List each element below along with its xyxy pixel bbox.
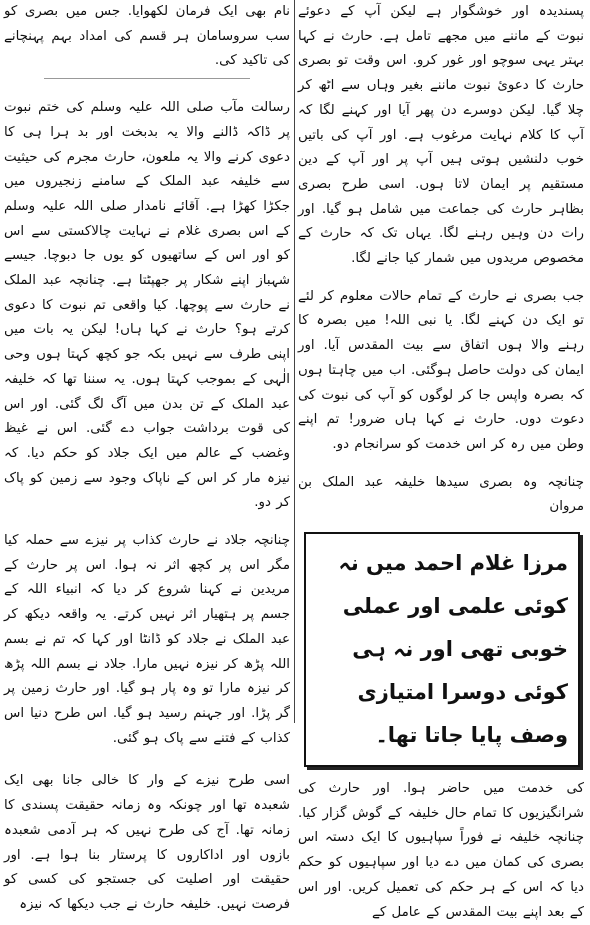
left-column	[4, 0, 290, 912]
section-rule	[44, 78, 250, 79]
highlight-quote-box	[304, 532, 580, 767]
paragraph: چنانچہ جلاد نے حارث کذاب پر نیزے سے حملہ کیا مگر اس پر کچھ اثر نہ ہوا. اس پر حارث کے مریدین نے کہنا شروع کر دیا کہ انبیاء اللہ کے جسم پر ہتھیار اثر نہیں کرتے. یہ واقعہ دیکھ کر عبد الملک نے جلاد کو ڈانٹا اور کہا کہ تم نے بسم اللہ پڑھ کر نیزہ نہیں مارا. جلاد نے بسم اللہ پڑھ کر نیزہ مارا تو وہ پار ہو گیا. اور حارث زمین پر گر پڑا. اور جہنم رسید ہو گیا. اس طرح دنیا اس کذاب کے فتنے سے پاک ہو گئی.	[4, 533, 290, 746]
paragraph: رسالت مآب صلی اللہ علیہ وسلم کی ختم نبوت پر ڈاکہ ڈالنے والا یہ بدبخت اور بد ہرا ہی کا دعوی کرنے والا یہ ملعون، حارث مجرم کی حیثیت سے خلیفہ عبد الملک کے سامنے زنجیروں میں جکڑا کھڑا ہے. آقائے نامدار صلی اللہ علیہ وسلم کے اس بصری غلام نے نہایت چالاکستی سے اس کو اور اس کے ساتھیوں کو یوں جا دبوچا. جیسے شہباز اپنے شکار پر جھپٹتا ہے. چنانچہ عبد الملک نے حارث سے پوچھا. کیا واقعی تم نبوت کا دعوی کرتے ہو؟ حارث نے کہا ہاں! لیکن یہ بات میں اپنی طرف سے نہیں بکہ جو کچھ کہتا ہوں وحی الٰہی کے بموجب کہتا ہوں. یہ سننا تھا کہ خلیفہ عبد الملک کے تن بدن میں آگ لگ گئی. اور اس کی قوت برداشت جواب دے گئی. اس نے غیظ وغضب کے عالم میں ایک جلاد کو حکم دیا. کہ نیزہ مار کر اس کے ناپاک وجود سے زمین کو پاک کر دو.	[4, 100, 290, 511]
column-divider	[294, 0, 295, 723]
paragraph: اسی طرح نیزے کے وار کا خالی جانا بھی ایک شعبدہ تھا اور چونکہ وہ زمانہ حقیقت پسندی کا زمانہ تھا. آج کی طرح نہیں کہ ہر آدمی شعبدہ بازوں اور اداکاروں کا پرستار بنا ہوا ہے. اور حقیقت اور اصلیت کی جستجو کی کسی کو فرصت نہیں. خلیفہ حارث نے جب دیکھا کہ نیزہ	[4, 773, 290, 912]
quote-line: مرزا غلام احمد میں نہ کوئی علمی اور عملی	[338, 551, 568, 619]
paragraph: کی خدمت میں حاضر ہوا. اور حارث کی شرانگیزیوں کا تمام حال خلیفہ کے گوش گزار کیا. چنانچہ خلیفہ نے فوراً سپاہیوں کا ایک دستہ اس بصری کی کمان میں دے دیا اور سپاہیوں کو حکم دیا کہ اس کے ہر حکم کی تعمیل کریں. اور اس کے بعد اپنے بیت المقدس کے عامل کے	[298, 781, 584, 920]
quote-line: وصف پایا جاتا تھا۔	[375, 723, 568, 748]
right-column	[298, 0, 584, 920]
paragraph: چنانچہ وہ بصری سیدھا خلیفہ عبد الملک بن مروان	[298, 474, 584, 515]
quote-line: خوبی تھی اور نہ ہی کوئی دوسرا امتیازی	[352, 637, 568, 705]
paragraph: جب بصری نے حارث کے تمام حالات معلوم کر لئے تو ایک دن کہنے لگا. یا نبی اللہ! میں بصرہ کا رہنے والا ہوں اتفاق سے بیت المقدس آیا. اور ایمان کی دولت حاصل ہوگئی. اب میں چاہتا ہوں کہ بصرہ واپس جا کر لوگوں کو آپ کی نبوت کی دعوت دوں. حارث نے کہا ہاں ضرور! تم اپنے وطن میں رہ کر اس خدمت کو سرانجام دو.	[298, 288, 584, 452]
paragraph: پسندیدہ اور خوشگوار ہے لیکن آپ کے دعوئے نبوت کے ماننے میں مجھے تامل ہے. حارث نے کہا بہتر یہی سوچو اور غور کرو. اس وقت تو بصری حارث کا دعوئ نبوت ماننے بغیر وہاں سے اٹھ کر چلا گیا. لیکن دوسرے دن پھر آیا اور کہنے لگا کہ آپ کا کلام نہایت مرغوب ہے. اور آپ کی باتیں خوب دلنشیں ہوتی ہیں آپ پر اور آپ کے دین مستقیم پر ایمان لاتا ہوں. اسی طرح بصری بظاہر حارث کی جماعت میں شامل ہو گیا. اور رات دن وہیں رہنے لگا. یہاں تک کہ حارث کے مخصوص مریدوں میں شمار کیا جانے لگا.	[298, 4, 584, 267]
paragraph: نام بھی ایک فرمان لکھوایا. جس میں بصری کو سب سروسامان ہر قسم کی امداد بہم پہنچانے کی تاکید کی.	[4, 4, 290, 69]
